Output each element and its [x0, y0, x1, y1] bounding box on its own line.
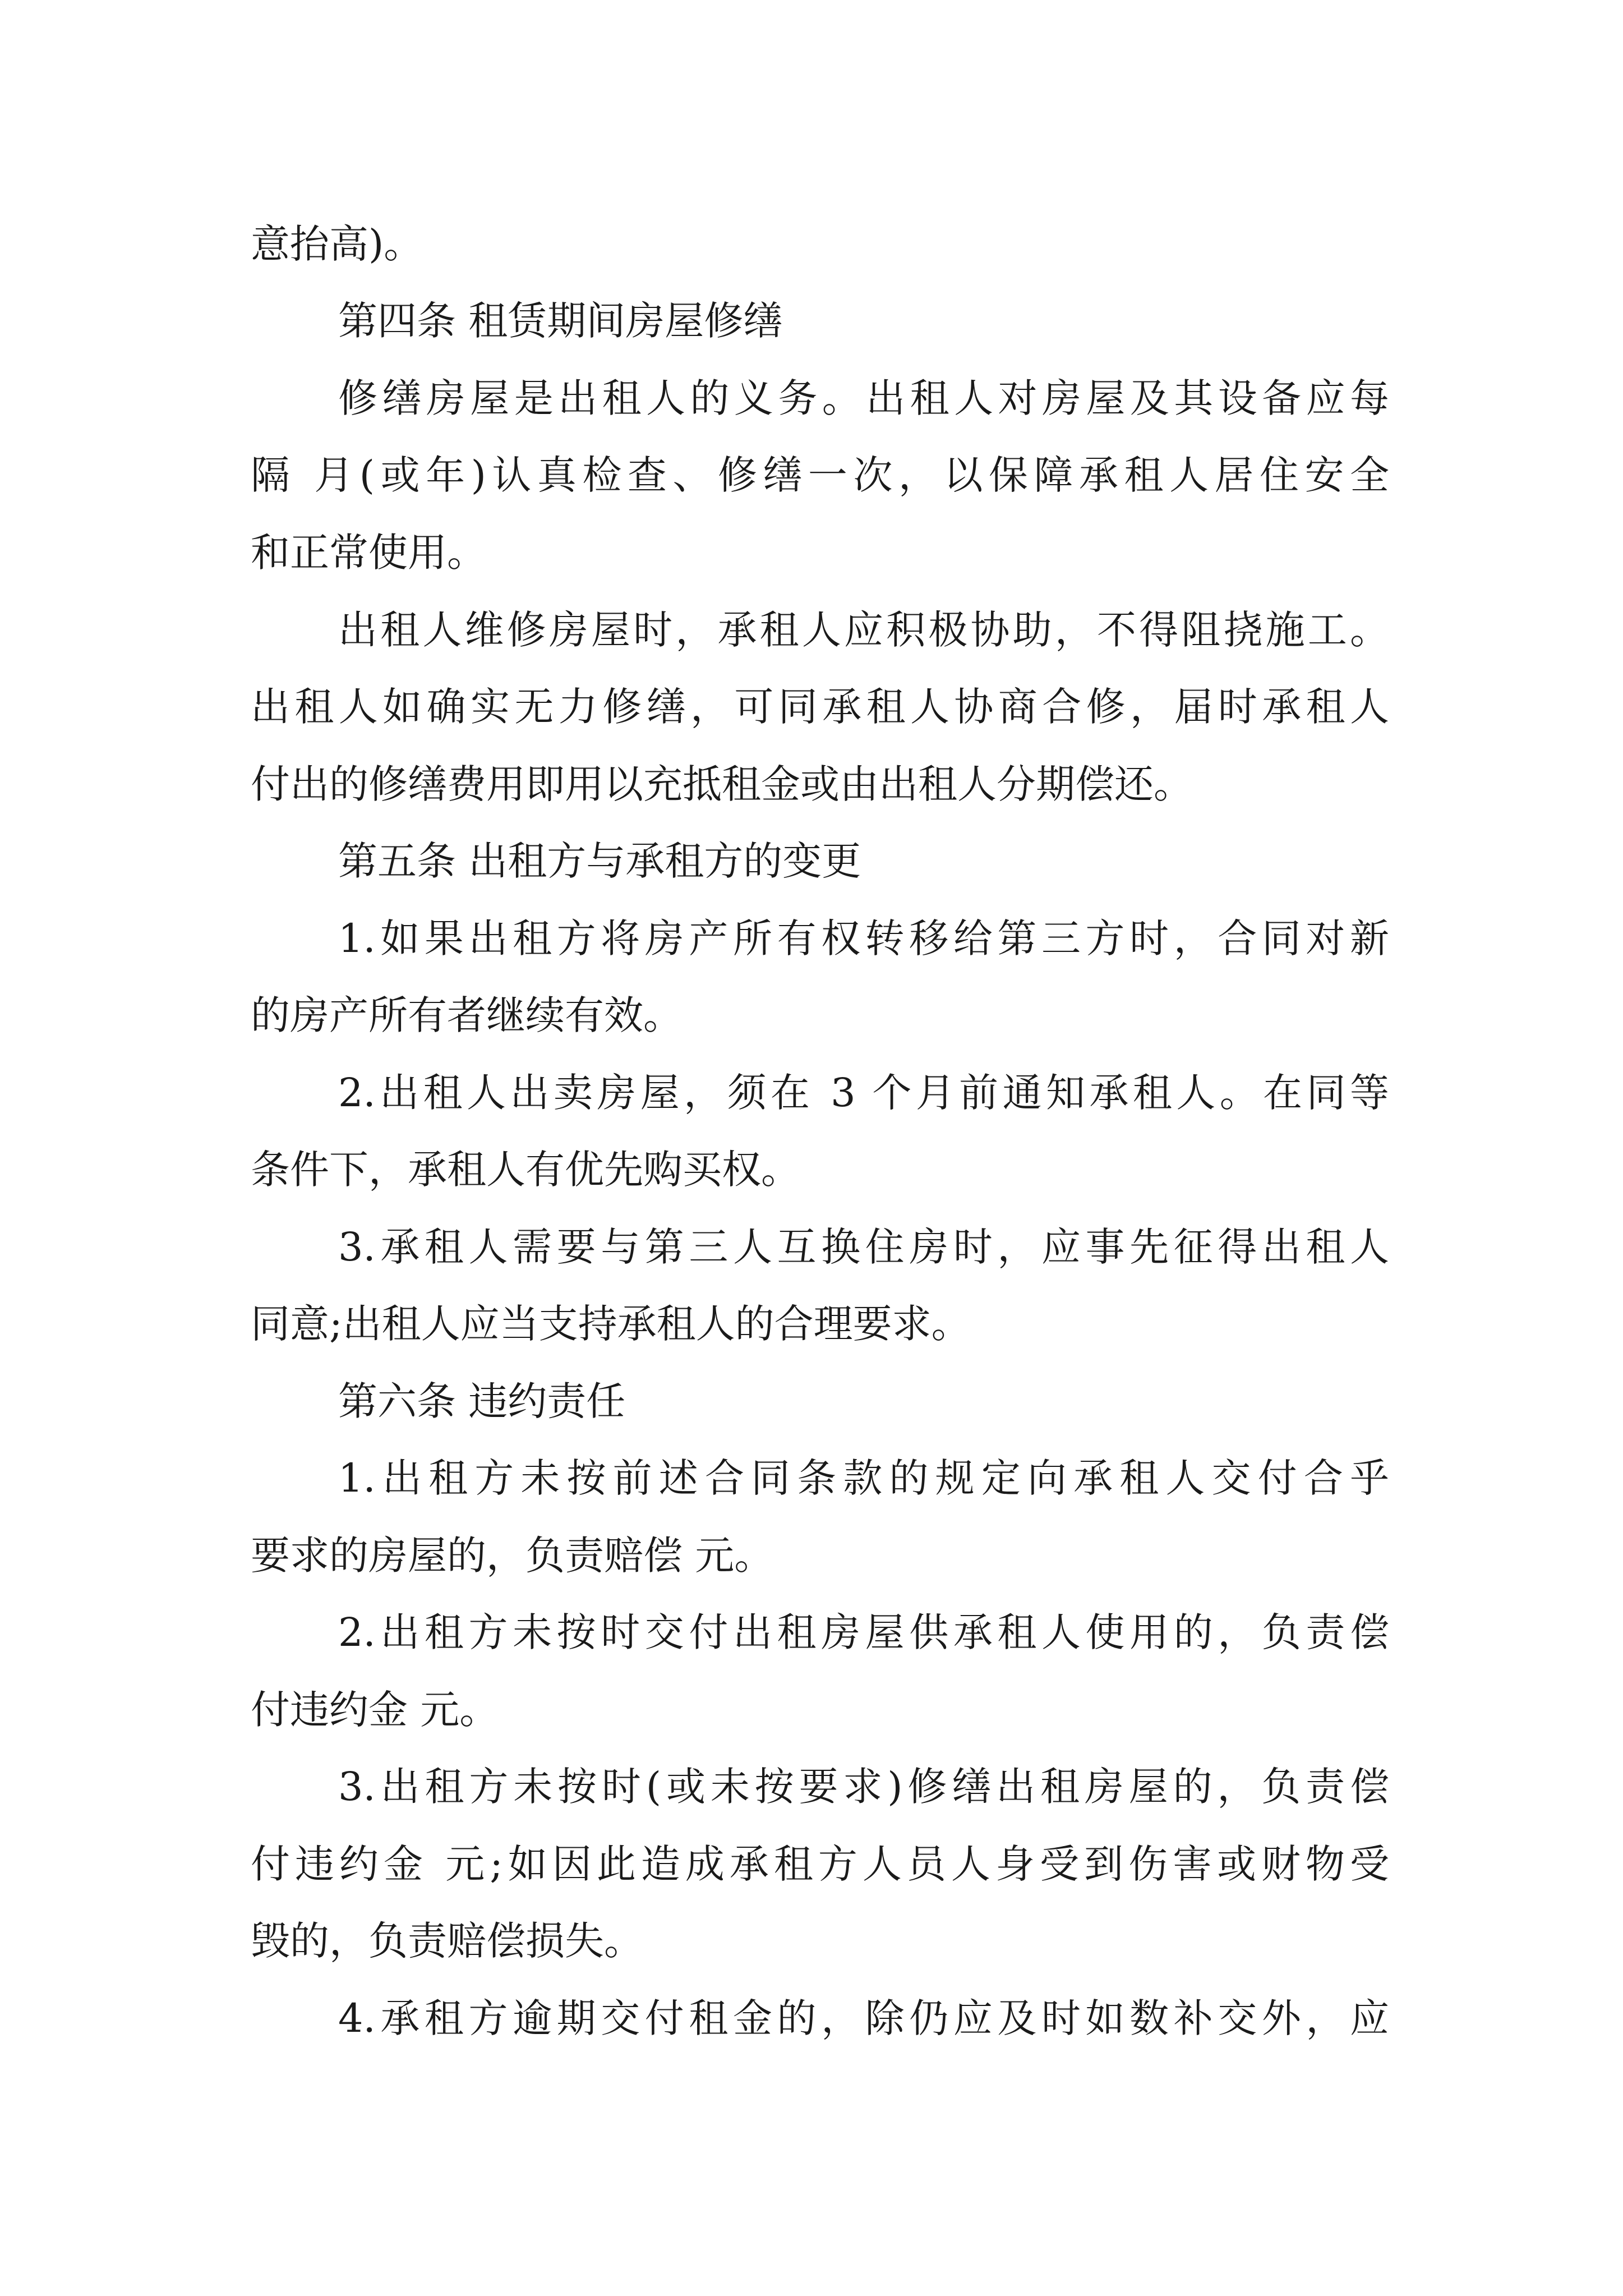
- text-line: 2.出租人出卖房屋，须在 3 个月前通知承租人。在同等: [338, 1070, 1389, 1116]
- text-line: 4.承租方逾期交付租金的，除仍应及时如数补交外，应: [338, 1995, 1389, 2041]
- text-line: 隔 月(或年)认真检查、修缮一次，以保障承租人居住安全: [251, 452, 1389, 498]
- text-line: 要求的房屋的，负责赔偿 元。: [251, 1533, 774, 1579]
- text-line: 出租人如确实无力修缮，可同承租人协商合修，届时承租人: [251, 684, 1389, 730]
- text-line: 的房产所有者继续有效。: [251, 992, 683, 1038]
- text-line: 付违约金 元。: [251, 1687, 499, 1733]
- text-line: 同意;出租人应当支持承租人的合理要求。: [251, 1301, 971, 1347]
- text-line: 修缮房屋是出租人的义务。出租人对房屋及其设备应每: [338, 375, 1389, 421]
- text-line: 3.承租人需要与第三人互换住房时，应事先征得出租人: [338, 1224, 1389, 1270]
- text-line: 1.出租方未按前述合同条款的规定向承租人交付合乎: [338, 1455, 1389, 1501]
- article-heading: 第四条 租赁期间房屋修缮: [338, 298, 783, 344]
- text-line: 2.出租方未按时交付出租房屋供承租人使用的，负责偿: [338, 1609, 1389, 1655]
- text-line: 1.如果出租方将房产所有权转移给第三方时，合同对新: [338, 915, 1389, 961]
- article-heading: 第六条 违约责任: [338, 1378, 626, 1424]
- text-line: 付出的修缮费用即用以充抵租金或由出租人分期偿还。: [251, 761, 1193, 807]
- text-line: 意抬高)。: [251, 221, 423, 267]
- text-line: 和正常使用。: [251, 530, 486, 576]
- text-line: 条件下，承租人有优先购买权。: [251, 1147, 800, 1193]
- article-heading: 第五条 出租方与承租方的变更: [338, 838, 861, 884]
- text-line: 毁的，负责赔偿损失。: [251, 1918, 643, 1964]
- text-line: 付违约金 元;如因此造成承租方人员人身受到伤害或财物受: [251, 1841, 1389, 1887]
- text-line: 出租人维修房屋时，承租人应积极协助，不得阻挠施工。: [338, 607, 1389, 653]
- text-line: 3.出租方未按时(或未按要求)修缮出租房屋的，负责偿: [338, 1764, 1389, 1810]
